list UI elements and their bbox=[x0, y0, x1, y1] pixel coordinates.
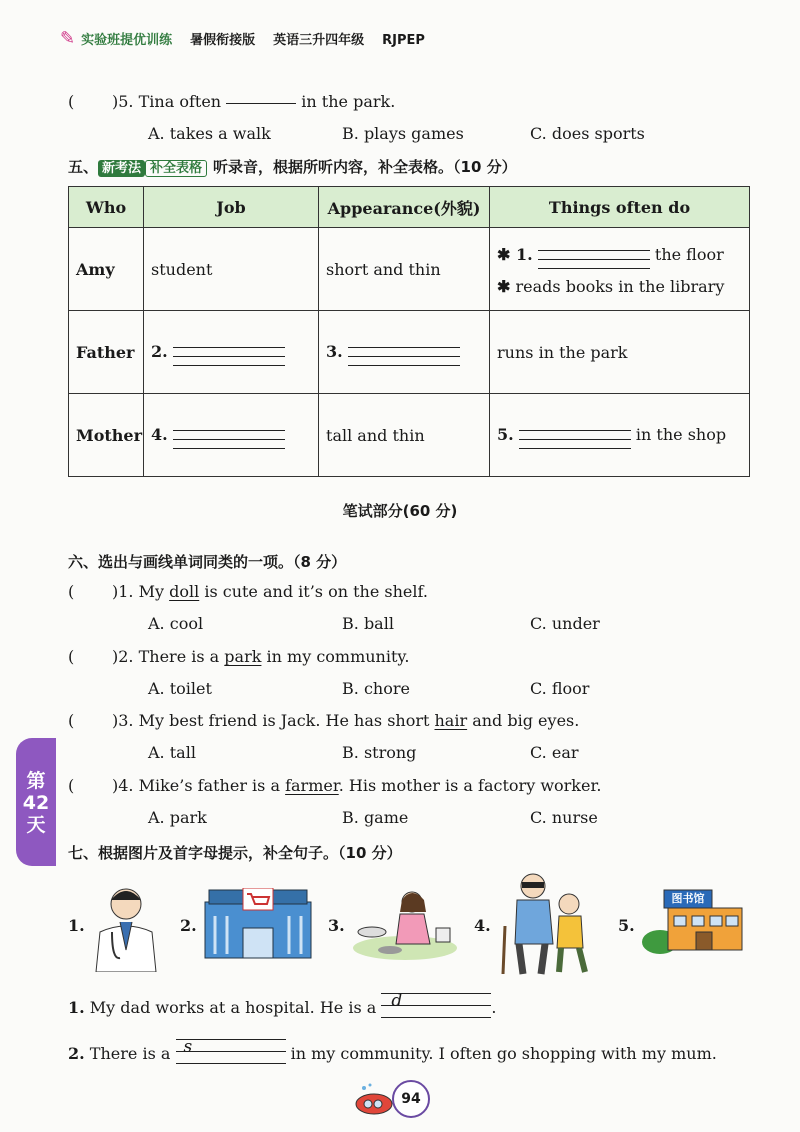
edition: 暑假衔接版 bbox=[190, 33, 256, 48]
s6-paren: ( bbox=[68, 647, 75, 666]
logo-icon: ✎ bbox=[60, 28, 76, 49]
section7-heading: 七、根据图片及首字母提示，补全句子。（10 分） bbox=[68, 844, 402, 862]
library-sign: 图书馆 bbox=[671, 892, 705, 905]
s6-q1-c[interactable]: C. under bbox=[530, 614, 600, 633]
badge-fill-table: 补全表格 bbox=[145, 160, 207, 177]
q5-option-c[interactable]: C. does sports bbox=[530, 124, 645, 143]
col-who: Who bbox=[69, 187, 144, 228]
s6-q3-b[interactable]: B. strong bbox=[342, 743, 417, 762]
q5-option-b[interactable]: B. plays games bbox=[342, 124, 464, 143]
written-title: 笔试部分(60 分) bbox=[342, 502, 458, 520]
supermarket-icon bbox=[203, 888, 313, 960]
page-number: 94 bbox=[392, 1080, 430, 1118]
s7-answer-blank-2[interactable]: s bbox=[176, 1045, 286, 1065]
s7-sentence-1: 1. My dad works at a hospital. He is a d . bbox=[68, 990, 497, 1017]
section6-heading: 六、选出与画线单词同类的一项。（8 分） bbox=[68, 553, 347, 571]
listening-table bbox=[68, 186, 750, 477]
s7-answer-blank-1[interactable]: d bbox=[381, 999, 491, 1019]
s6-q3: )3. My best friend is Jack. He has short hair and big eyes. bbox=[112, 711, 580, 730]
col-appearance: Appearance(外貌) bbox=[319, 187, 490, 228]
s6-q3-c[interactable]: C. ear bbox=[530, 743, 579, 762]
s6-q2-b[interactable]: B. chore bbox=[342, 679, 410, 698]
col-job: Job bbox=[144, 187, 319, 228]
code: RJPEP bbox=[382, 33, 425, 48]
s6-q3-a[interactable]: A. tall bbox=[148, 743, 196, 762]
submarine-icon bbox=[352, 1082, 396, 1116]
s6-q4: )4. Mike’s father is a farmer. His mother is a factory worker. bbox=[112, 776, 602, 795]
table-row: Amy student short and thin ✱ 1. the floor ✱ reads books in the library bbox=[69, 228, 750, 311]
page-header bbox=[60, 28, 750, 58]
s6-q1-b[interactable]: B. ball bbox=[342, 614, 394, 633]
s6-q2-c[interactable]: C. floor bbox=[530, 679, 590, 698]
section5-heading: 五、 新考法 补全表格 听录音，根据所听内容，补全表格。（10 分） bbox=[68, 158, 517, 176]
s6-q1: )1. My doll is cute and it’s on the shelf. bbox=[112, 582, 428, 601]
answer-blank-3[interactable] bbox=[348, 339, 460, 366]
s6-q4-a[interactable]: A. park bbox=[148, 808, 207, 827]
answer-blank-5[interactable] bbox=[519, 422, 631, 449]
s6-q1-a[interactable]: A. cool bbox=[148, 614, 204, 633]
s6-q2-a[interactable]: A. toilet bbox=[148, 679, 212, 698]
col-things: Things often do bbox=[490, 187, 750, 228]
answer-blank-2[interactable] bbox=[173, 339, 285, 366]
day-tab: 第 42 天 bbox=[16, 738, 56, 866]
pic-label-2: 2. bbox=[180, 916, 197, 935]
s6-q4-c[interactable]: C. nurse bbox=[530, 808, 598, 827]
badge-new: 新考法 bbox=[98, 160, 145, 177]
table-row: Father 2. 3. runs in the park bbox=[69, 311, 750, 394]
q5-option-a[interactable]: A. takes a walk bbox=[148, 124, 271, 143]
q5-answer-blank[interactable] bbox=[226, 102, 296, 104]
s7-sentence-2: 2. There is a s in my community. I often go shopping with my mum. bbox=[68, 1036, 717, 1063]
doctor-icon bbox=[90, 880, 162, 972]
series-name: 实验班提优训练 bbox=[81, 33, 173, 48]
pic-label-1: 1. bbox=[68, 916, 85, 935]
q5-question: )5. Tina often in the park. bbox=[112, 92, 396, 111]
q5-paren: ( bbox=[68, 92, 75, 111]
s6-paren: ( bbox=[68, 711, 75, 730]
subject: 英语三升四年级 bbox=[273, 33, 365, 48]
pic-label-4: 4. bbox=[474, 916, 491, 935]
pic-label-5: 5. bbox=[618, 916, 635, 935]
s6-q4-b[interactable]: B. game bbox=[342, 808, 409, 827]
answer-blank-4[interactable] bbox=[173, 422, 285, 449]
s6-q2: )2. There is a park in my community. bbox=[112, 647, 410, 666]
answer-blank-1[interactable] bbox=[538, 242, 650, 269]
helping-old-man-icon bbox=[497, 870, 607, 978]
washing-dishes-icon bbox=[350, 882, 460, 964]
s6-paren: ( bbox=[68, 582, 75, 601]
table-row: Mother 4. tall and thin 5. in the shop bbox=[69, 394, 750, 477]
pic-label-3: 3. bbox=[328, 916, 345, 935]
s6-paren: ( bbox=[68, 776, 75, 795]
